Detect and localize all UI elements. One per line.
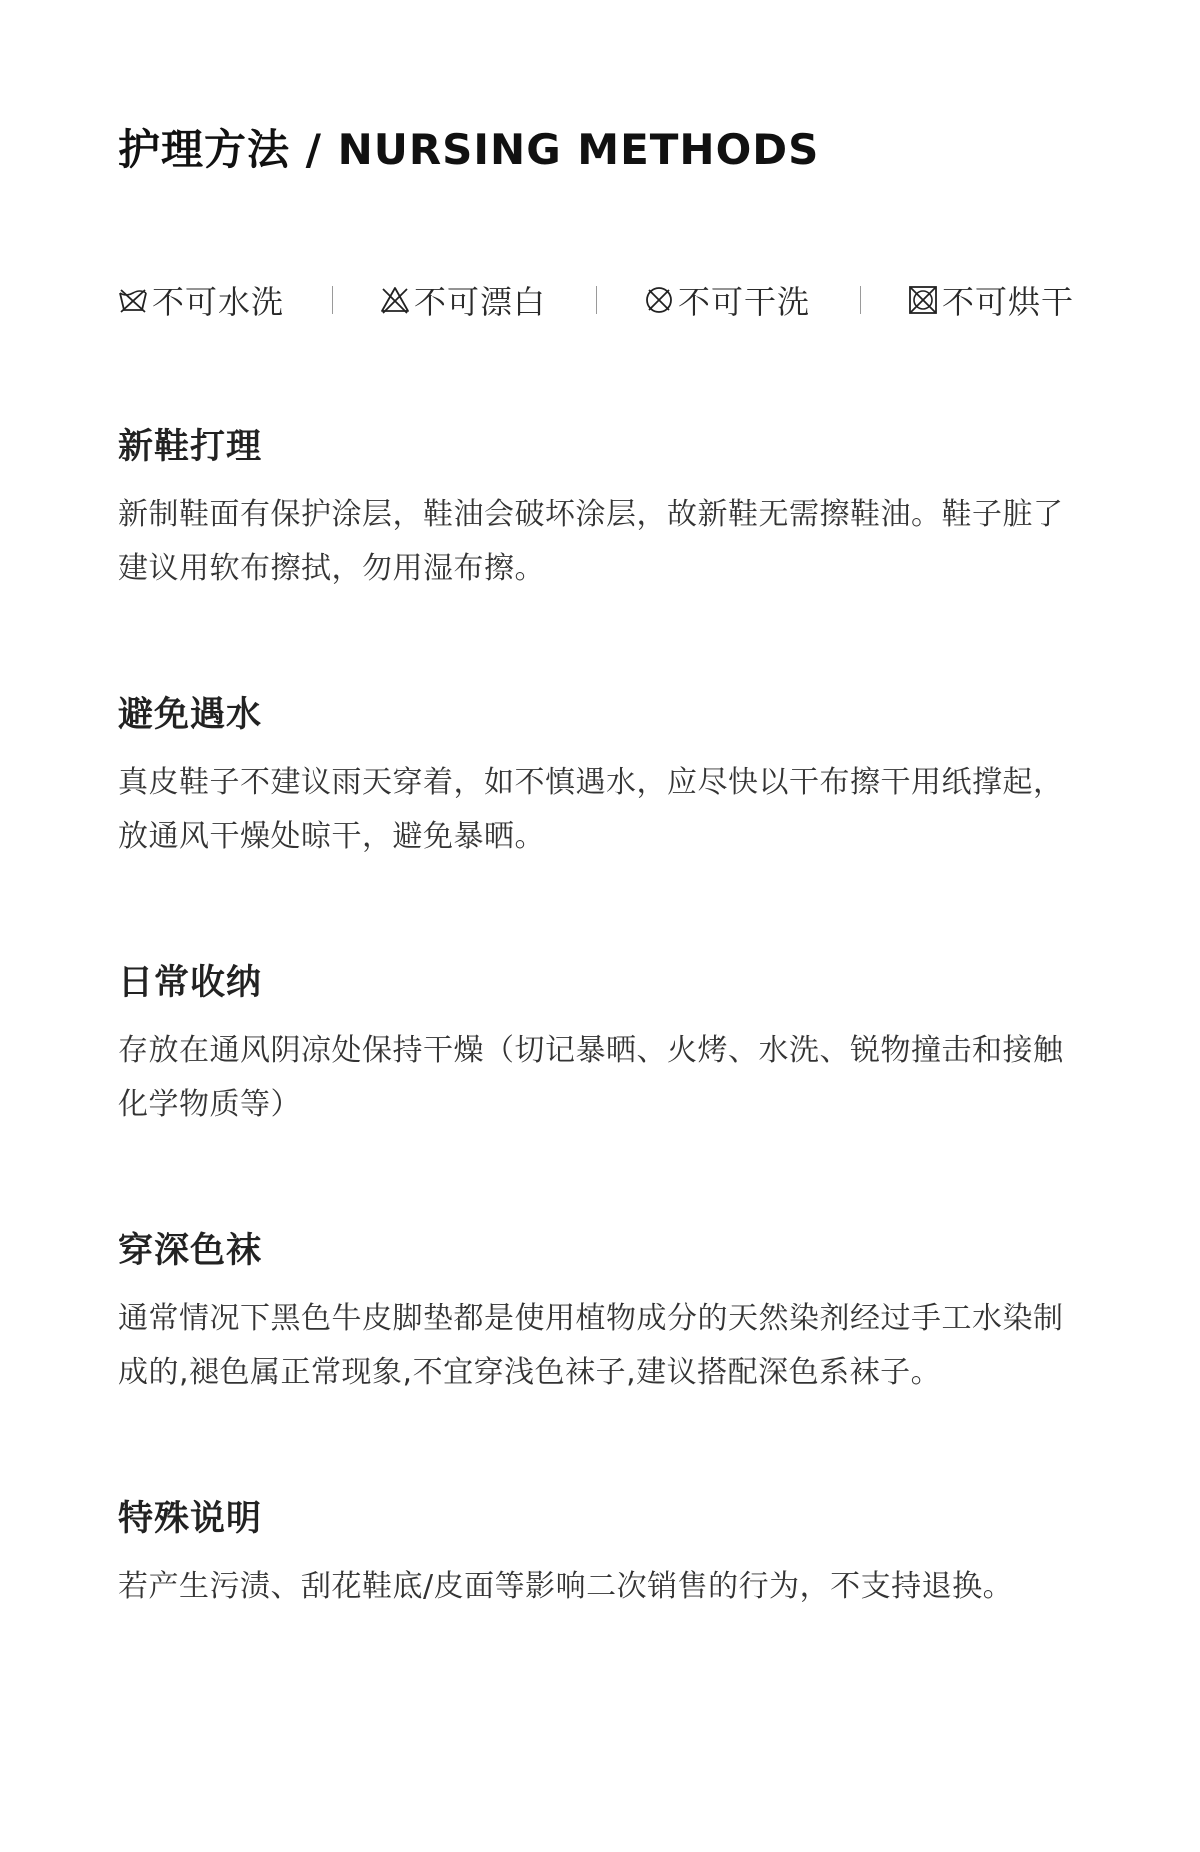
no-dry-clean-icon xyxy=(644,285,674,315)
care-symbol-no-bleach xyxy=(380,276,546,324)
page-title: 护理方法 / NURSING METHODS xyxy=(118,125,820,174)
divider xyxy=(860,286,861,314)
no-bleach-icon xyxy=(380,285,410,315)
care-symbol-no-washing xyxy=(118,276,284,324)
care-symbol-no-dry-clean xyxy=(644,276,810,324)
section-heading: 特殊说明 xyxy=(118,1499,263,1539)
care-symbols-row xyxy=(118,276,1082,324)
care-symbol-label: 不可干洗 xyxy=(678,283,811,321)
section-daily-storage xyxy=(118,960,1082,1132)
section-special-notes xyxy=(118,1496,1082,1614)
section-heading: 避免遇水 xyxy=(118,695,263,735)
section-heading: 穿深色袜 xyxy=(118,1231,263,1271)
section-avoid-water xyxy=(118,692,1082,864)
section-heading: 新鞋打理 xyxy=(118,427,263,467)
divider xyxy=(596,286,597,314)
section-heading: 日常收纳 xyxy=(118,963,263,1003)
section-new-shoe-care xyxy=(118,424,1082,596)
divider xyxy=(332,286,333,314)
no-washing-icon xyxy=(118,285,148,315)
care-symbol-label: 不可漂白 xyxy=(414,283,547,321)
care-symbol-no-tumble-dry xyxy=(908,276,1074,324)
section-body: 若产生污渍、刮花鞋底/皮面等影响二次销售的行为，不支持退换。 xyxy=(118,1569,1014,1604)
section-body: 新制鞋面有保护涂层，鞋油会破坏涂层，故新鞋无需擦鞋油。鞋子脏了建议用软布擦拭，勿用湿布擦。 xyxy=(118,497,1064,586)
section-body: 存放在通风阴凉处保持干燥（切记暴晒、火烤、水洗、锐物撞击和接触化学物质等） xyxy=(118,1033,1064,1122)
section-body: 真皮鞋子不建议雨天穿着，如不慎遇水，应尽快以干布擦干用纸撑起，放通风干燥处晾干，避免暴晒。 xyxy=(118,765,1064,854)
section-body: 通常情况下黑色牛皮脚垫都是使用植物成分的天然染剂经过手工水染制成的,褪色属正常现象,不宜穿浅色袜子,建议搭配深色系袜子。 xyxy=(118,1301,1064,1390)
care-symbol-label: 不可烘干 xyxy=(942,283,1075,321)
care-symbol-label: 不可水洗 xyxy=(152,283,285,321)
section-dark-socks xyxy=(118,1228,1082,1400)
no-tumble-dry-icon xyxy=(908,285,938,315)
